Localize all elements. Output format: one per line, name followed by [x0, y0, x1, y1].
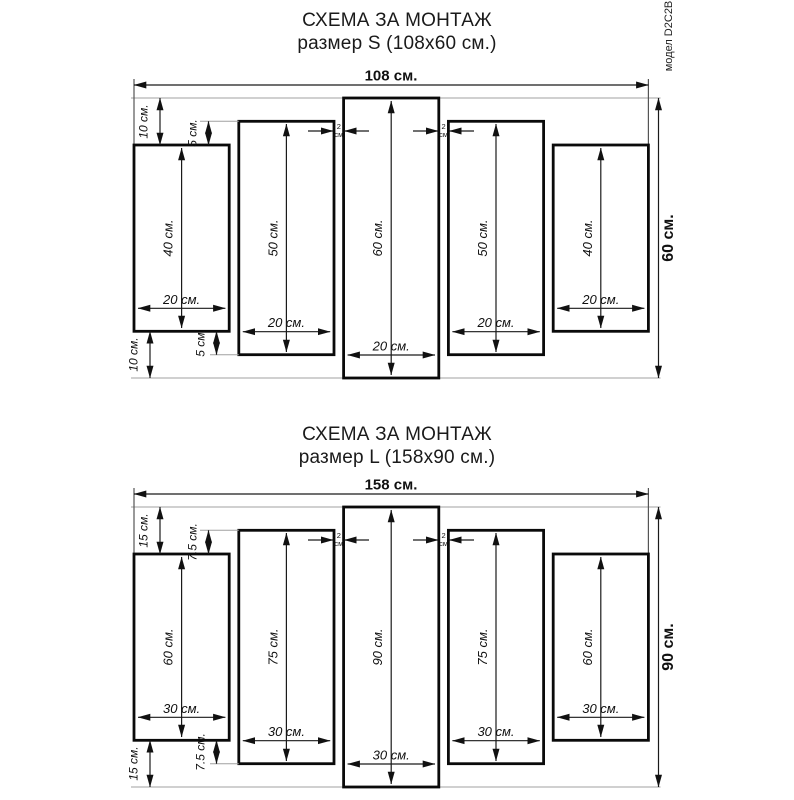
- panel-height-label: 75 см.: [475, 628, 490, 666]
- diagram-s-title: СХЕМА ЗА МОНТАЖ: [302, 10, 492, 31]
- panel-height-label: 60 см.: [160, 628, 176, 666]
- panel-width-label: 20 см.: [582, 291, 620, 307]
- panel-height-label: 75 см.: [265, 628, 281, 666]
- panel-4: [448, 530, 543, 763]
- panel-1: [134, 554, 229, 740]
- gap-value-label: 2: [336, 531, 341, 540]
- panel-5: [553, 145, 648, 331]
- panel-width-label: 30 см.: [372, 747, 410, 763]
- panel-5: [553, 554, 648, 740]
- panel-width-label: 30 см.: [267, 724, 305, 740]
- panel-3: [344, 507, 439, 787]
- panel-width-label: 30 см.: [582, 700, 620, 716]
- model-number-label: модел D2C2B: [663, 0, 675, 72]
- offset-label: 10 см.: [126, 337, 141, 372]
- diagram-s-subtitle: размер S (108x60 см.): [297, 33, 497, 54]
- panel-height-label: 40 см.: [160, 219, 176, 257]
- panel-height-label: 50 см.: [475, 219, 490, 257]
- gap-unit-label: см: [334, 130, 344, 139]
- panel-height-label: 50 см.: [265, 219, 281, 257]
- panel-width-label: 20 см.: [372, 338, 410, 354]
- panel-width-label: 30 см.: [477, 724, 515, 740]
- gap-value-label: 2: [441, 122, 446, 131]
- overall-width-label: 108 см.: [364, 67, 418, 85]
- panel-4: [448, 121, 543, 354]
- overall-width-label: 158 см.: [364, 476, 418, 494]
- panel-1: [134, 145, 229, 331]
- overall-height-label: 60 см.: [660, 214, 677, 262]
- diagram-l-subtitle: размер L (158x90 см.): [298, 447, 496, 468]
- diagram-s-titleblock: [0, 9, 794, 55]
- panel-height-label: 60 см.: [370, 219, 386, 257]
- panel-2: [239, 121, 334, 354]
- offset-label: 15 см.: [136, 513, 151, 548]
- gap-unit-label: см: [439, 130, 449, 139]
- panel-width-label: 20 см.: [267, 315, 305, 331]
- panel-height-label: 40 см.: [579, 219, 595, 257]
- offset-label: 5 см.: [185, 119, 200, 147]
- offset-label: 7.5 см.: [185, 523, 200, 561]
- installation-diagram-s: [114, 68, 694, 400]
- overall-height-label: 90 см.: [660, 623, 677, 671]
- panel-width-label: 20 см.: [163, 291, 201, 307]
- top-inner-offset-dimension: [186, 119, 239, 147]
- overall-height-dimension: [659, 507, 678, 787]
- panel-height-label: 90 см.: [370, 628, 386, 666]
- panel-width-label: 30 см.: [163, 700, 201, 716]
- panel-height-label: 60 см.: [579, 628, 595, 666]
- offset-label: 15 см.: [126, 746, 141, 781]
- offset-label: 7.5 см.: [193, 733, 208, 771]
- diagram-l-title: СХЕМА ЗА МОНТАЖ: [302, 424, 492, 445]
- top-outer-offset-dimension: [137, 98, 161, 145]
- panel-3: [344, 98, 439, 378]
- top-outer-offset-dimension: [137, 507, 161, 554]
- gap-unit-label: см: [334, 539, 344, 548]
- panel-width-label: 20 см.: [477, 315, 515, 331]
- gap-value-label: 2: [441, 531, 446, 540]
- offset-label: 10 см.: [136, 104, 151, 139]
- offset-label: 5 см.: [193, 329, 208, 357]
- gap-value-label: 2: [336, 122, 341, 131]
- installation-diagram-l: [114, 477, 694, 800]
- bottom-outer-offset-dimension: [127, 740, 151, 787]
- diagram-l-titleblock: [0, 423, 794, 469]
- overall-height-dimension: [659, 98, 678, 378]
- gap-unit-label: см: [439, 539, 449, 548]
- panel-2: [239, 530, 334, 763]
- bottom-outer-offset-dimension: [127, 331, 151, 378]
- bottom-inner-offset-dimension: [194, 329, 239, 357]
